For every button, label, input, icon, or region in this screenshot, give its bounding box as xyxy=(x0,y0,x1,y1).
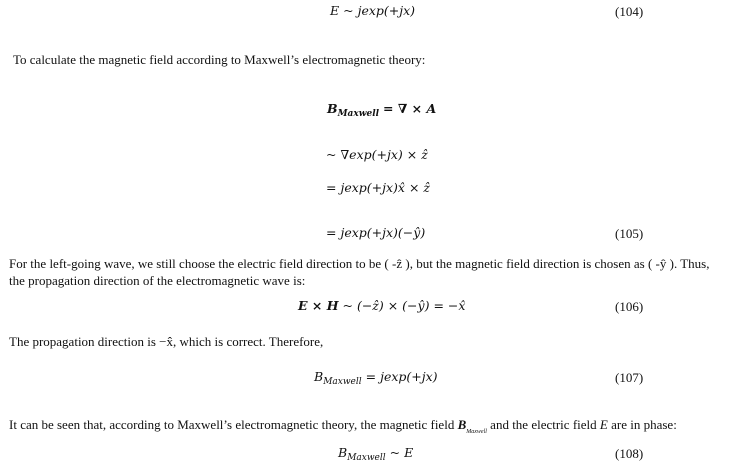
equation-step-1 xyxy=(326,147,428,162)
eq105-rhs: = jexp(+jx)(−ŷ) xyxy=(326,225,426,240)
equation-bmaxwell-definition xyxy=(327,101,437,119)
p4-text-a: It can be seen that, according to Maxwell’s electromagnetic theory, the magnetic field xyxy=(9,417,458,432)
eq108-rhs: ~ E xyxy=(389,445,414,460)
equation-step-2 xyxy=(326,180,430,195)
paragraph-left-going-wave xyxy=(9,255,709,289)
step1-text: ~ ∇exp(+jx) × ẑ xyxy=(326,147,428,162)
eq106-rhs: ~ (−ẑ) × (−ŷ) = −x̂ xyxy=(342,298,466,313)
equation-106 xyxy=(298,298,465,313)
step2-text: = jexp(+jx)x̂ × ẑ xyxy=(326,180,430,195)
bmax-def-sub: Maxwell xyxy=(337,109,380,119)
p4-text-b: and the electric field xyxy=(486,417,600,432)
equation-108 xyxy=(338,445,414,463)
bmax-def-B: B xyxy=(327,101,338,116)
equation-number-107: (107) xyxy=(615,370,644,385)
eq108-sub: Maxwell xyxy=(347,453,386,463)
eq106-lhs: E × H xyxy=(298,298,339,313)
p4-B: B xyxy=(457,417,467,432)
eq108-B: B xyxy=(338,445,348,460)
p4-text-c: are in phase: xyxy=(607,417,677,432)
eq104-rhs: jexp(+jx) xyxy=(357,3,416,18)
eq107-rhs: = jexp(+jx) xyxy=(365,369,438,384)
eq107-B: B xyxy=(314,369,324,384)
equation-number-105: (105) xyxy=(615,226,644,241)
paragraph-left-going-wave-line-1: For the left-going wave, we still choose the electric field direction to be ( -ẑ ), but the magnetic field direction is chosen as ( -ŷ ). Thus, xyxy=(9,256,710,271)
p4-E: E xyxy=(599,417,608,432)
p4-sub: Maxwell xyxy=(466,429,487,435)
eq107-sub: Maxwell xyxy=(323,377,362,387)
equation-104 xyxy=(330,3,415,18)
paragraph-left-going-wave-line-2: the propagation direction of the electromagnetic wave is: xyxy=(9,273,306,288)
equation-number-108: (108) xyxy=(615,446,644,461)
equation-107 xyxy=(314,369,438,387)
eq104-lhs: E xyxy=(330,3,340,18)
equation-number-104: (104) xyxy=(615,4,644,19)
paragraph-intro: To calculate the magnetic field according to Maxwell’s electromagnetic theory: xyxy=(13,52,426,67)
equation-number-106: (106) xyxy=(615,299,644,314)
paragraph-in-phase xyxy=(9,416,677,437)
paragraph-propagation-direction: The propagation direction is −x̂, which is correct. Therefore, xyxy=(9,334,324,349)
bmax-def-rhs: = ∇ × A xyxy=(383,101,437,116)
eq104-rel: ~ xyxy=(343,3,354,18)
equation-105 xyxy=(326,225,425,240)
